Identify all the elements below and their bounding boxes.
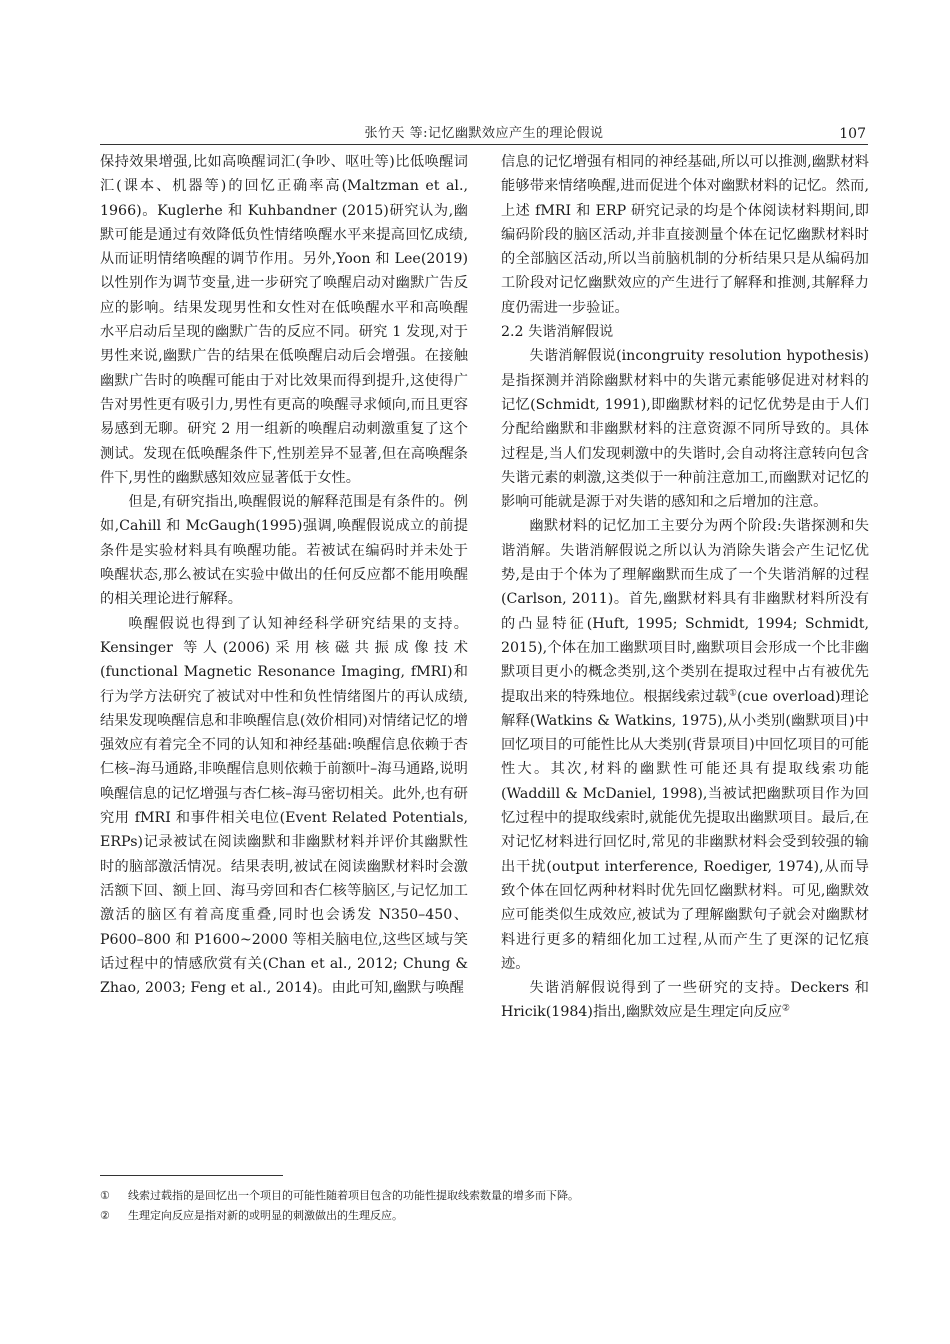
footnotes xyxy=(100,1186,868,1226)
paragraph: 但是,有研究指出,唤醒假说的解释范围是有条件的。例如,Cahill 和 McGaugh(1995)强调,唤醒假说成立的前提条件是实验材料具有唤醒功能。若被试在编码时并未处于唤醒状态,那么被试在实验中做出的任何反应都不能用唤醒的相关理论进行解释。 xyxy=(100,494,468,608)
paragraph: 保持效果增强,比如高唤醒词汇(争吵、呕吐等)比低唤醒词汇(课本、机器等)的回忆正确率高(Maltzman et al., 1966)。Kuglerhe 和 Kuhbandner (2015)研究认为,幽默可能是通过有效降低负性情绪唤醒水平来提高回忆成绩,从而证明情绪唤醒的调节作用。另外,Yoon 和 Lee(2019)以性别作为调节变量,进一步研究了唤醒启动对幽默广告反应的影响。结果发现男性和女性对在低唤醒水平和高唤醒水平启动后呈现的幽默广告的反应不同。研究 1 发现,对于男性来说,幽默广告的结果在低唤醒启动后会增强。在接触幽默广告时的唤醒可能由于对比效果而得到提升,这使得广告对男性更有吸引力,男性有更高的唤醒寻求倾向,而且更容易感到无聊。研究 2 用一组新的唤醒启动刺激重复了这个测试。发现在低唤醒条件下,性别差异不显著,但在高唤醒条件下,男性的幽默感知效应显著低于女性。 xyxy=(100,154,468,486)
footnote-text: 生理定向反应是指对新的或明显的刺激做出的生理反应。 xyxy=(128,1209,403,1222)
footnote-marker: ② xyxy=(100,1209,110,1222)
footnote-text: 线索过载指的是回忆出一个项目的可能性随着项目包含的功能性提取线索数量的增多而下降。 xyxy=(128,1189,579,1202)
paragraph-text: 幽默材料的记忆加工主要分为两个阶段:失谐探测和失谐消解。失谐消解假说之所以认为消除失谐会产生记忆优势,是由于个体为了理解幽默而生成了一个失谐消解的过程(Carlson, 2011)。首先,幽默材料具有非幽默材料所没有的凸显特征(Huft, 1995; Schmidt, 1994; Schmidt, 2015),个体在加工幽默项目时,幽默项目会形成一个比非幽默项目更小的概念类别,这个类别在提取过程中占有被优先提取出来的特殊地位。根据线索过载 xyxy=(501,518,869,705)
paragraph-text: (cue overload)理论解释(Watkins & Watkins, 1975),从小类别(幽默项目)中回忆项目的可能性比从大类别(背景项目)中回忆项目的可能性大。其次,材料的幽默性可能还具有提取线索功能(Waddill & McDaniel, 1998),当被试把幽默项目作为回忆过程中的提取线索时,就能优先提取出幽默项目。最后,在对记忆材料进行回忆时,常见的非幽默材料会受到较强的输出干扰(output interference, Roediger, 1974),从而导致个体在回忆两种材料时优先回忆幽默材料。可见,幽默效应可能类似生成效应,被试为了理解幽默句子就会对幽默材料进行更多的精细化加工过程,从而产生了更深的记忆痕迹。 xyxy=(501,688,869,972)
paragraph: 失谐消解假说(incongruity resolution hypothesis)是指探测并消除幽默材料中的失谐元素能够促进对材料的记忆(Schmidt, 1991),即幽默材料的记忆优势是由于人们分配给幽默和非幽默材料的注意资源不同所导致的。具体过程是,当人们发现刺激中的失谐时,会自动将注意转向包含失谐元素的刺激,这类似于一种前注意加工,而幽默对记忆的影响可能就是源于对失谐的感知和之后增加的注意。 xyxy=(501,348,869,511)
running-header xyxy=(100,118,868,145)
footnote-marker: ① xyxy=(100,1189,110,1202)
paragraph-text: 失谐消解假说得到了一些研究的支持。Deckers 和 Hricik(1984)指出,幽默效应是生理定向反应 xyxy=(501,980,869,1021)
footnote xyxy=(100,1186,868,1206)
footnote-rule xyxy=(100,1175,283,1176)
footnote xyxy=(100,1206,868,1226)
footnote-ref: ① xyxy=(728,687,738,698)
section-heading: 2.2 失谐消解假说 xyxy=(501,324,614,341)
paragraph xyxy=(501,514,869,976)
right-column xyxy=(501,150,869,1025)
paragraph: 信息的记忆增强有相同的神经基础,所以可以推测,幽默材料能够带来情绪唤醒,进而促进个体对幽默材料的记忆。然而,上述 fMRI 和 ERP 研究记录的均是个体阅读材料期间,即编码阶段的脑区活动,并非直接测量个体在记忆幽默材料时的全部脑区活动,所以当前脑机制的分析结果只是从编码加工阶段对记忆幽默效应的产生进行了解释和推测,其解释力度仍需进一步验证。 xyxy=(501,154,869,316)
paragraph: 唤醒假说也得到了认知神经科学研究结果的支持。Kensinger 等人(2006)采用核磁共振成像技术(functional Magnetic Resonance Imaging, fMRI)和行为学方法研究了被试对中性和负性情绪图片的再认成绩,结果发现唤醒信息和非唤醒信息(效价相同)对情绪记忆的增强效应有着完全不同的认知和神经基础:唤醒信息依赖于杏仁核–海马通路,非唤醒信息则依赖于前额叶–海马通路,说明唤醒信息的记忆增强与杏仁核–海马密切相关。此外,也有研究用 fMRI 和事件相关电位(Event Related Potentials, ERPs)记录被试在阅读幽默和非幽默材料并评价其幽默性时的脑部激活情况。结果表明,被试在阅读幽默材料时会激活额下回、额上回、海马旁回和杏仁核等脑区,与记忆加工激活的脑区有着高度重叠,同时也会诱发 N350–450、P600–800 和 P1600~2000 等相关脑电位,这些区域与笑话过程中的情感欣赏有关(Chan et al., 2012; Chung & Zhao, 2003; Feng et al., 2014)。由此可知,幽默与唤醒 xyxy=(100,615,468,997)
running-title: 张竹天 等:记忆幽默效应产生的理论假说 xyxy=(364,126,604,141)
paragraph xyxy=(501,976,869,1025)
footnote-ref: ② xyxy=(781,1003,790,1014)
left-column xyxy=(100,150,468,1000)
page-number: 107 xyxy=(839,126,866,142)
